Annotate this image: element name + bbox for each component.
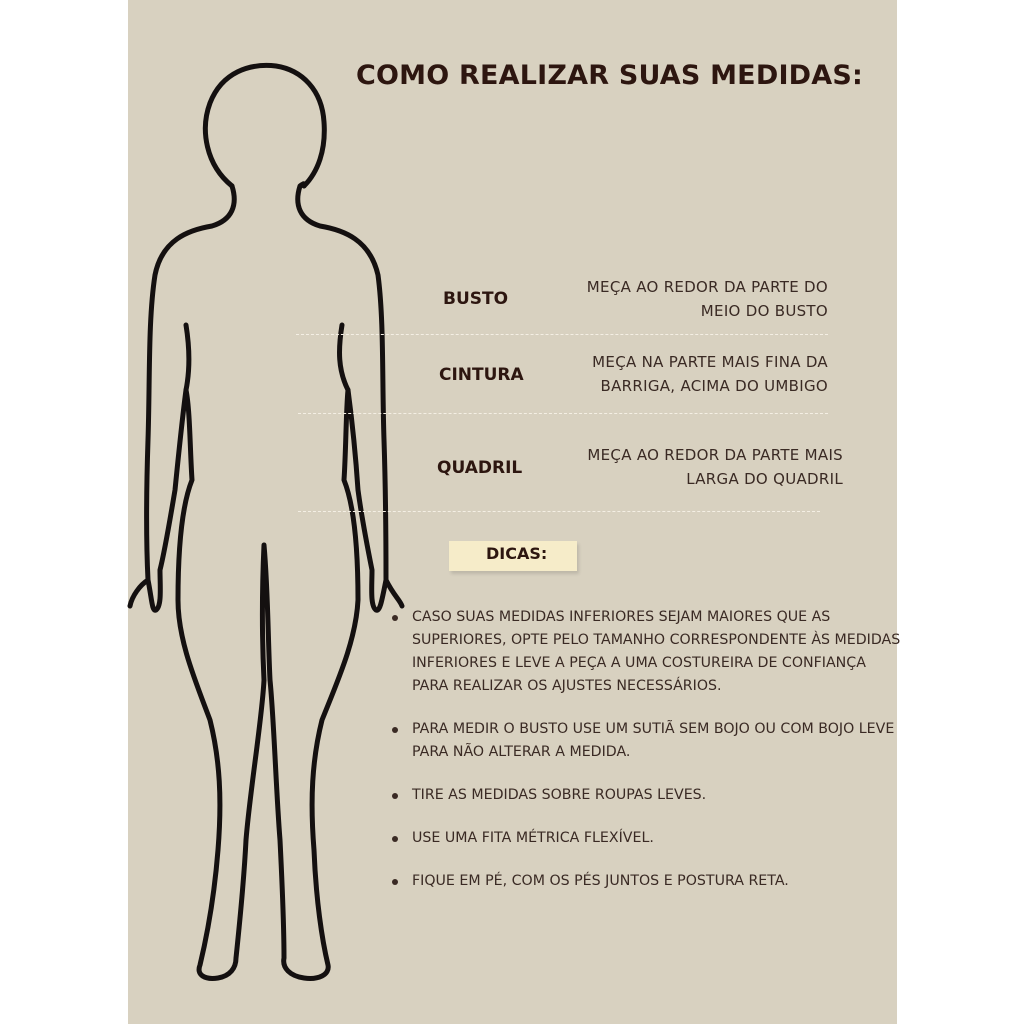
measurement-desc-quadril <box>587 443 843 491</box>
list-item <box>392 718 902 764</box>
desc-line: MEÇA AO REDOR DA PARTE MAIS <box>587 446 843 464</box>
tips-heading: DICAS: <box>486 544 548 563</box>
measurement-label-quadril: QUADRIL <box>437 458 523 478</box>
tips-list <box>392 606 902 913</box>
divider <box>298 511 820 512</box>
desc-line: BARRIGA, ACIMA DO UMBIGO <box>600 377 828 395</box>
measurement-desc-busto <box>587 275 828 323</box>
measurement-desc-cintura <box>592 350 828 398</box>
list-item <box>392 827 902 850</box>
desc-line: MEÇA NA PARTE MAIS FINA DA <box>592 353 828 371</box>
bullet-icon <box>392 615 398 621</box>
desc-line: MEIO DO BUSTO <box>700 302 828 320</box>
tip-text: USE UMA FITA MÉTRICA FLEXÍVEL. <box>412 830 654 846</box>
tip-text: TIRE AS MEDIDAS SOBRE ROUPAS LEVES. <box>412 787 707 803</box>
bullet-icon <box>392 879 398 885</box>
tip-text: CASO SUAS MEDIDAS INFERIORES SEJAM MAIORES QUE AS SUPERIORES, OPTE PELO TAMANHO CORRESPONDENTE ÀS MEDIDAS INFERIORES E LEVE A PEÇA A UMA COSTUREIRA DE CONFIANÇA PARA REALIZAR OS AJUSTES NECESSÁRIOS. <box>412 609 901 694</box>
measurement-label-busto: BUSTO <box>443 289 509 309</box>
bullet-icon <box>392 727 398 733</box>
list-item <box>392 606 902 698</box>
page-title: COMO REALIZAR SUAS MEDIDAS: <box>356 60 864 91</box>
bullet-icon <box>392 836 398 842</box>
list-item <box>392 870 902 893</box>
tip-text: PARA MEDIR O BUSTO USE UM SUTIÃ SEM BOJO OU COM BOJO LEVE PARA NÃO ALTERAR A MEDIDA. <box>412 721 895 760</box>
list-item <box>392 784 902 807</box>
divider <box>296 334 828 335</box>
desc-line: MEÇA AO REDOR DA PARTE DO <box>586 278 828 296</box>
bullet-icon <box>392 793 398 799</box>
desc-line: LARGA DO QUADRIL <box>686 470 843 488</box>
measurement-label-cintura: CINTURA <box>439 365 524 385</box>
tip-text: FIQUE EM PÉ, COM OS PÉS JUNTOS E POSTURA RETA. <box>412 873 789 889</box>
divider <box>298 413 828 414</box>
